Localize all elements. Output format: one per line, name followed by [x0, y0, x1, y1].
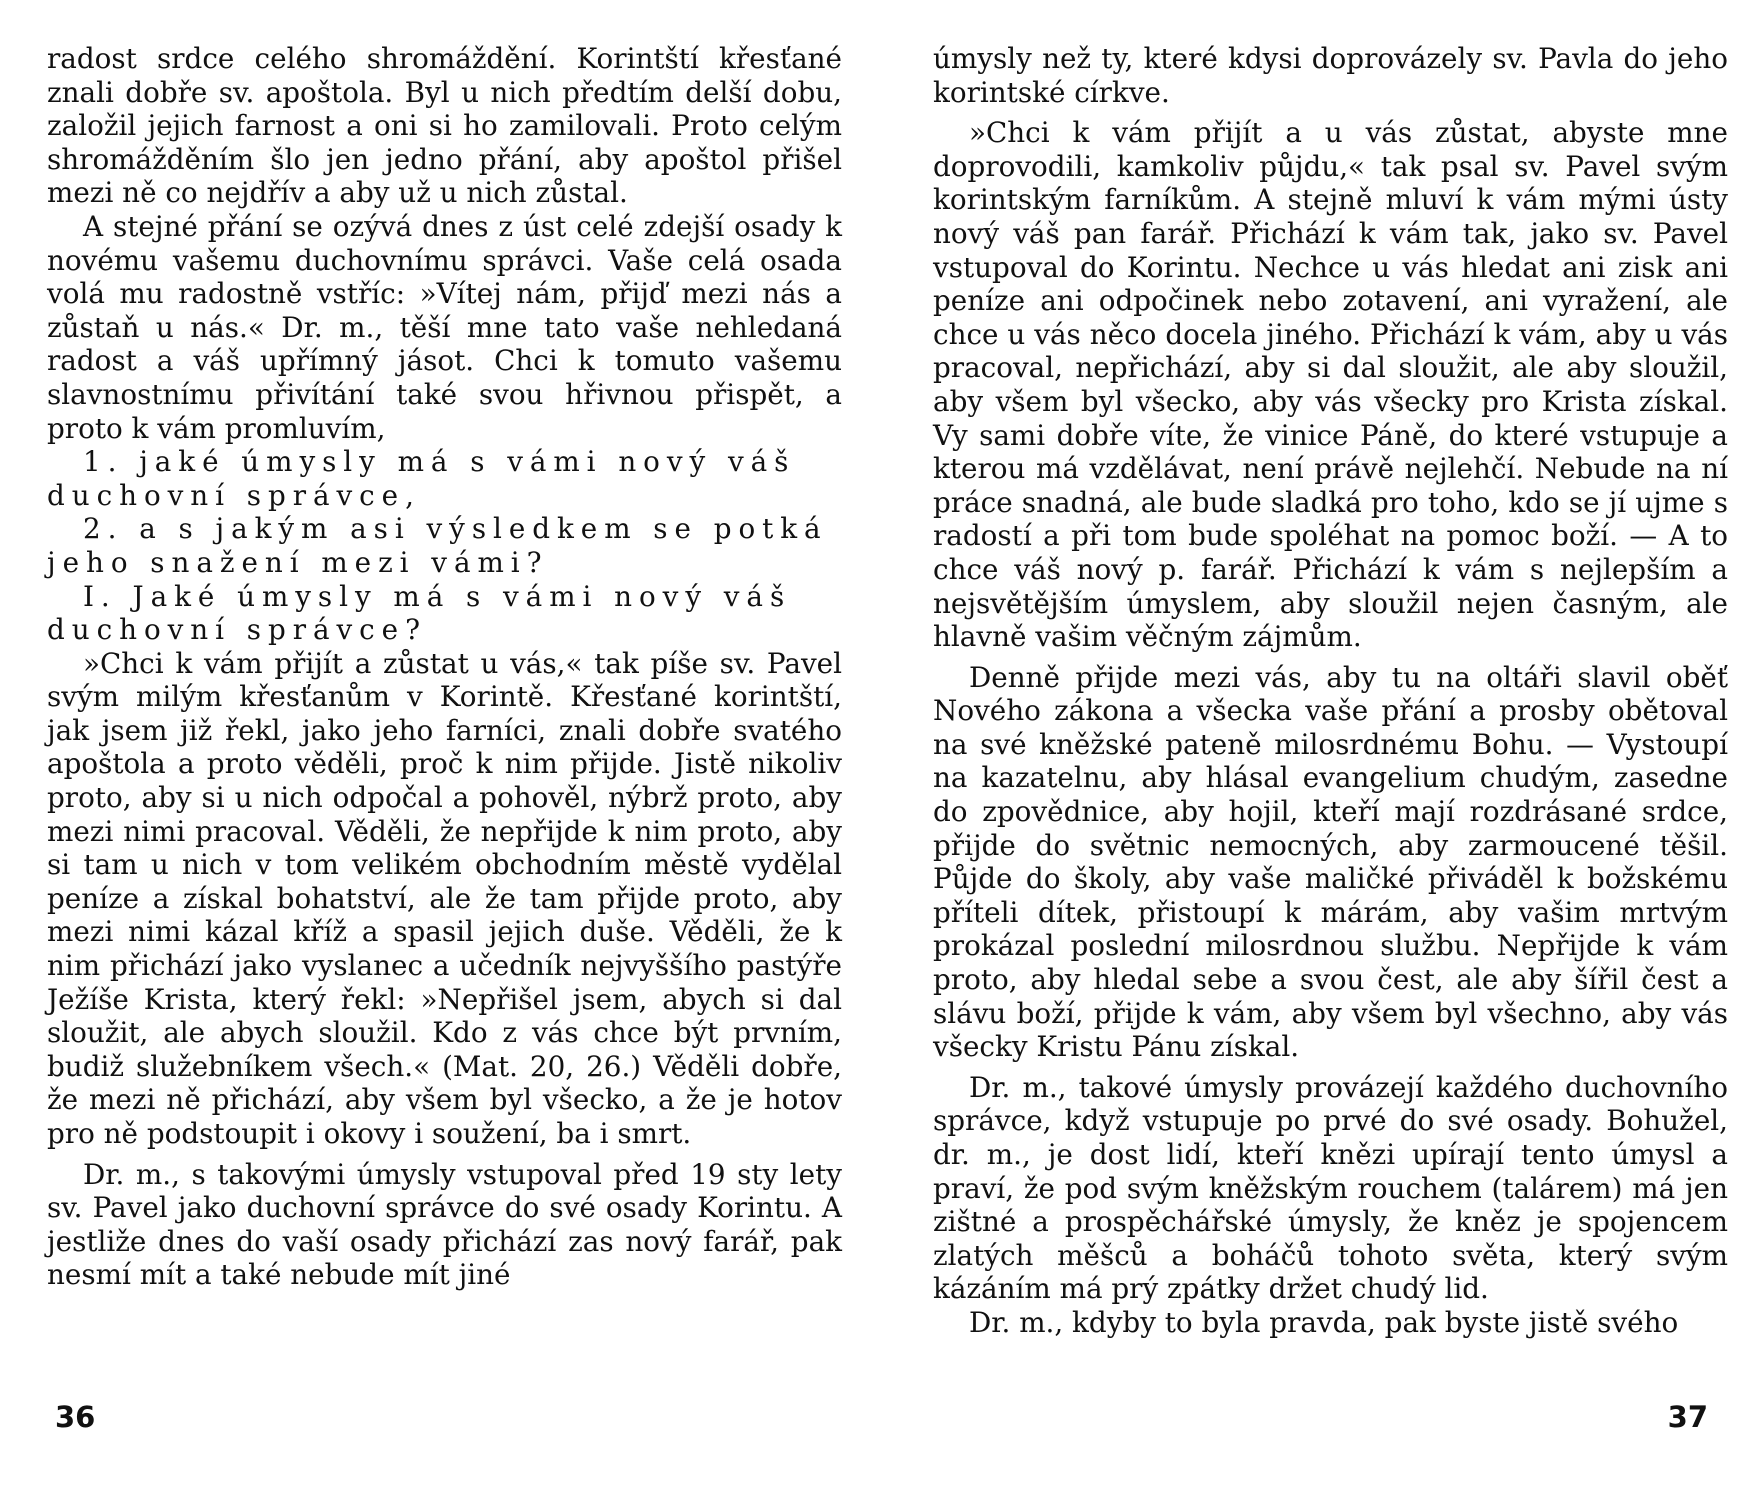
paragraph: »Chci k vám přijít a zůstat u vás,« tak píše sv. Pavel svým milým křesťanům v Korintě. Křesťané korintští, jak jsem již řekl, jako jeho farníci, znali dobře svatého apoštola a proto věděli, proč k nim přijde. Jistě nikoliv proto, aby si u nich odpočal a pohověl, nýbrž proto, aby mezi nimi pracoval. Věděli, že nepřijde k nim proto, aby si tam u nich v tom velikém obchodním městě vydělal peníze a získal bohatství, ale že tam přijde proto, aby mezi nimi kázal kříž a spasil jejich duše. Věděli, že k nim přichází jako vyslanec a učedník nejvyššího pastýře Ježíše Krista, který řekl: »Nepřišel jsem, abych si dal sloužit, ale abych sloužil. Kdo z vás chce být prvním, budiž služebníkem všech.« (Mat. 20, 26.) Věděli dobře, že mezi ně přichází, aby všem byl všecko, a že je hotov pro ně podstoupit i okovy i soužení, ba i smrt.: [47, 646, 842, 1150]
section-heading: I. Jaké úmysly má s vámi nový váš duchovní správce?: [47, 579, 792, 647]
outline-point-2: 2. a s jakým asi výsledkem se potká jeho snažení mezi vámi?: [47, 512, 828, 579]
paragraph: Denně přijde mezi vás, aby tu na oltáři slavil oběť Nového zákona a všecka vaše přání a prosby obětoval na své kněžské pateně milosrdnému Bohu. — Vystoupí na kazatelnu, aby hlásal evangelium chudým, zasedne do zpovědnice, aby hojil, kteří mají rozdrásané srdce, přijde do světnic nemocných, aby zarmoucené těšil. Půjde do školy, aby vaše maličké přiváděl k božskému příteli dítek, přistoupí k márám, aby vašim mrtvým prokázal poslední milosrdnou službu. Nepřijde k vám proto, aby hledal sebe a svou čest, ale aby šířil čest a slávu boží, přijde k vám, aby všem byl všechno, aby vás všecky Kristu Pánu získal.: [933, 660, 1728, 1064]
outline-point-1: 1. jaké úmysly má s vámi nový váš duchovní správce,: [47, 445, 796, 512]
paragraph: úmysly než ty, které kdysi doprovázely sv. Pavla do jeho korintské církve.: [933, 42, 1728, 109]
paragraph: Dr. m., s takovými úmysly vstupoval před 19 sty lety sv. Pavel jako duchovní správce do své osady Korintu. A jestliže dnes do vaší osady přichází zas nový farář, pak nesmí mít a také nebude mít jiné: [47, 1157, 842, 1292]
right-page: [933, 42, 1728, 1340]
left-page: [47, 42, 842, 1292]
paragraph: A stejné přání se ozývá dnes z úst celé zdejší osady k novému vašemu duchovnímu správci. Vaše celá osada volá mu radostně vstříc: »Vítej nám, přijď mezi nás a zůstaň u nás.« Dr. m., těší mne tato vaše nehledaná radost a váš upřímný jásot. Chci k tomuto vašemu slavnostnímu přivítání také svou hřivnou přispět, a proto k vám promluvím,: [47, 209, 842, 445]
paragraph: radost srdce celého shromáždění. Korintští křesťané znali dobře sv. apoštola. Byl u nich předtím delší dobu, založil jejich farnost a oni si ho zamilovali. Proto celým shromážděním šlo jen jedno přání, aby apoštol přišel mezi ně co nejdřív a aby už u nich zůstal.: [47, 42, 842, 210]
paragraph: Dr. m., kdyby to byla pravda, pak byste jistě svého: [969, 1305, 1679, 1339]
page-number-left: 36: [55, 1400, 96, 1434]
page-number-right: 37: [1667, 1400, 1708, 1434]
paragraph: »Chci k vám přijít a u vás zůstat, abyste mne doprovodili, kamkoliv půjdu,« tak psal sv. Pavel svým korintským farníkům. A stejně mluví k vám mými ústy nový váš pan farář. Přichází k vám tak, jako sv. Pavel vstupoval do Korintu. Nechce u vás hledat ani zisk ani peníze ani odpočinek nebo zotavení, ani vyražení, ale chce u vás něco docela jiného. Přichází k vám, aby u vás pracoval, nepřichází, aby si dal sloužit, ale aby sloužil, aby všem byl všecko, aby vás všecky pro Krista získal. Vy sami dobře víte, že vinice Páně, do které vstupuje a kterou má vzdělávat, není právě nejlehčí. Nebude na ní práce snadná, ale bude sladká pro toho, kdo se jí ujme s radostí a při tom bude spoléhat na pomoc boží. — A to chce váš nový p. farář. Přichází k vám s nejlepším a nejsvětějším úmyslem, aby sloužil nejen časným, ale hlavně vašim věčným zájmům.: [933, 116, 1728, 654]
paragraph: Dr. m., takové úmysly provázejí každého duchovního správce, když vstupuje po prvé do své osady. Bohužel, dr. m., je dost lidí, kteří knězi upírají tento úmysl a praví, že pod svým kněžským rouchem (talárem) má jen zištné a prospěchářské úmysly, že kněz je spojencem zlatých měšců a boháčů tohoto světa, který svým kázáním má prý zpátky držet chudý lid.: [933, 1070, 1728, 1306]
